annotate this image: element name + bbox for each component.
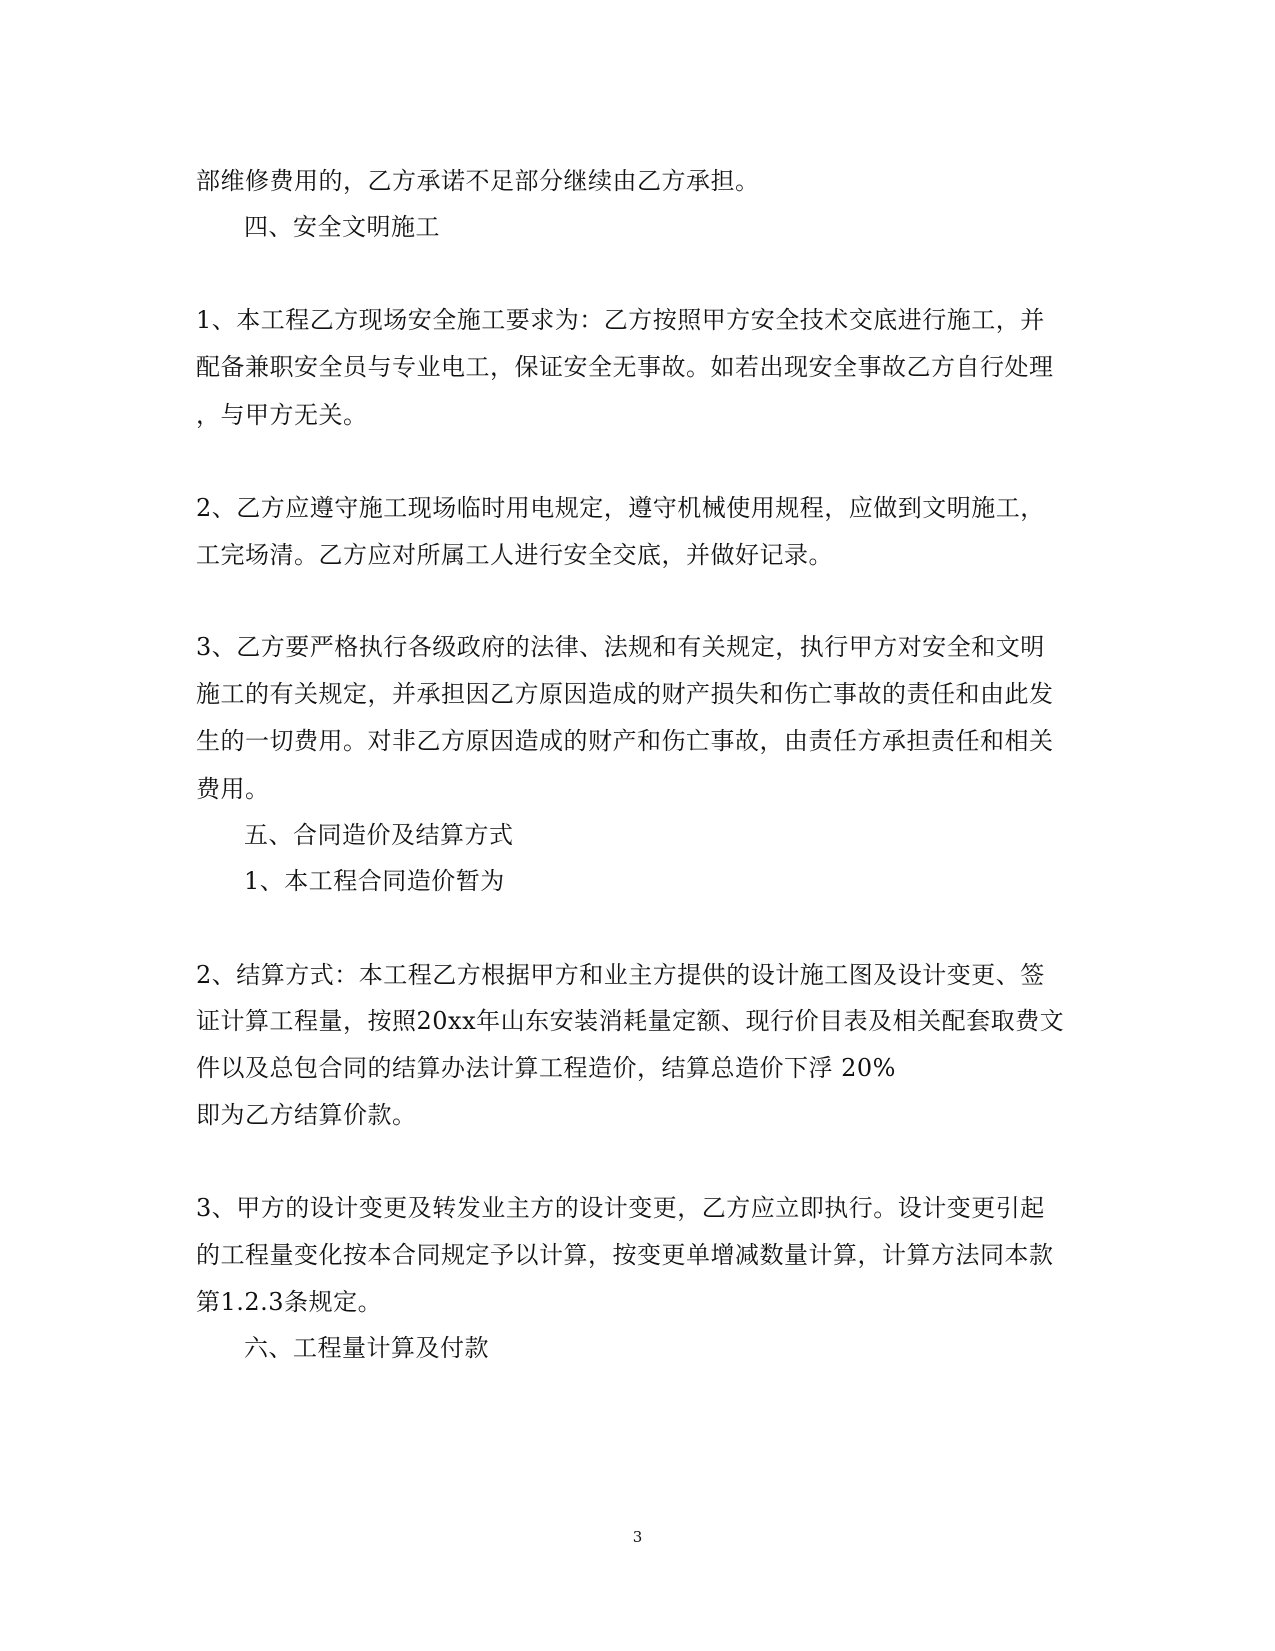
text-line: ，与甲方无关。 — [196, 401, 368, 429]
section-heading: 六、工程量计算及付款 — [244, 1334, 489, 1362]
page-number: 3 — [632, 1528, 643, 1546]
text-line: 件以及总包合同的结算办法计算工程造价，结算总造价下浮 20% — [196, 1054, 896, 1082]
text-line: 1、本工程乙方现场安全施工要求为：乙方按照甲方安全技术交底进行施工，并 — [196, 306, 1045, 334]
text-line: 1、本工程合同造价暂为 — [244, 867, 505, 895]
text-line: 工完场清。乙方应对所属工人进行安全交底，并做好记录。 — [196, 541, 833, 569]
section-heading: 五、合同造价及结算方式 — [244, 821, 514, 849]
text-line: 3、乙方要严格执行各级政府的法律、法规和有关规定，执行甲方对安全和文明 — [196, 633, 1045, 661]
text-line: 配备兼职安全员与专业电工，保证安全无事故。如若出现安全事故乙方自行处理 — [196, 353, 1054, 381]
text-line: 的工程量变化按本合同规定予以计算，按变更单增减数量计算，计算方法同本款 — [196, 1241, 1054, 1269]
text-line: 2、结算方式：本工程乙方根据甲方和业主方提供的设计施工图及设计变更、签 — [196, 961, 1045, 989]
text-line: 即为乙方结算价款。 — [196, 1101, 417, 1129]
text-line: 施工的有关规定，并承担因乙方原因造成的财产损失和伤亡事故的责任和由此发 — [196, 680, 1054, 708]
text-line: 生的一切费用。对非乙方原因造成的财产和伤亡事故，由责任方承担责任和相关 — [196, 727, 1054, 755]
section-heading: 四、安全文明施工 — [244, 213, 440, 241]
text-line: 费用。 — [196, 775, 270, 803]
text-line: 3、甲方的设计变更及转发业主方的设计变更，乙方应立即执行。设计变更引起 — [196, 1194, 1045, 1222]
text-line: 2、乙方应遵守施工现场临时用电规定，遵守机械使用规程，应做到文明施工， — [196, 494, 1045, 522]
text-line: 第1.2.3条规定。 — [196, 1288, 383, 1316]
text-line: 部维修费用的，乙方承诺不足部分继续由乙方承担。 — [196, 167, 760, 195]
text-line: 证计算工程量，按照20xx年山东安装消耗量定额、现行价目表及相关配套取费文 — [196, 1007, 1065, 1035]
